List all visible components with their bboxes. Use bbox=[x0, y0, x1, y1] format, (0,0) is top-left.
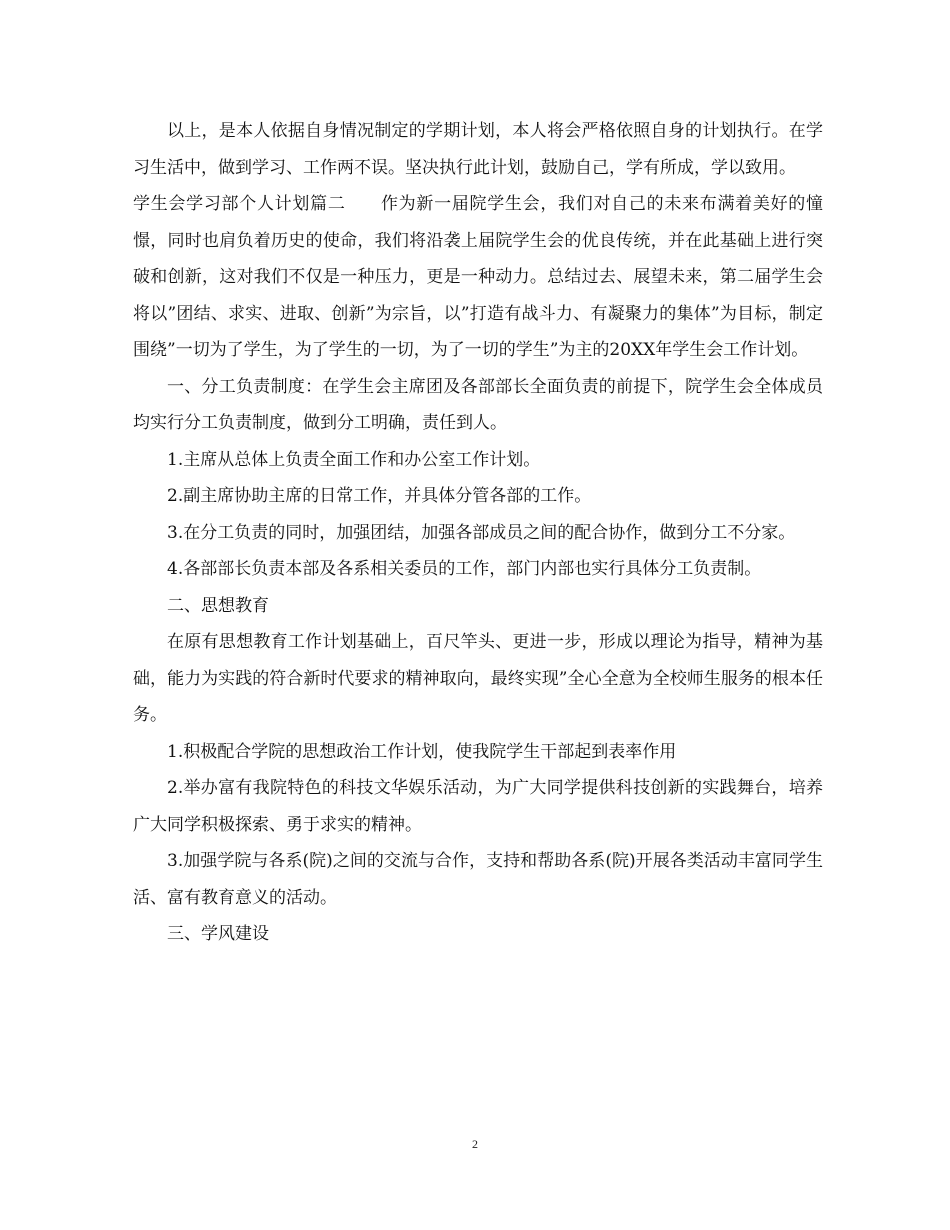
heading-study-style: 三、学风建设 bbox=[167, 924, 269, 944]
list-item-political-work: 1.积极配合学院的思想政治工作计划，使我院学生干部起到表率作用 bbox=[167, 741, 677, 762]
list-item-activities: 2.举办富有我院特色的科技文华娱乐活动，为广大同学提供科技创新的实践舞台，培养广大同学积极探索、勇于求实的精神。 bbox=[133, 778, 823, 835]
page-number: 2 bbox=[472, 1137, 478, 1151]
document-body bbox=[133, 113, 823, 953]
paragraph-division-responsibility: 一、分工负责制度：在学生会主席团及各部部长全面负责的前提下，院学生会全体成员均实行分工负责制度，做到分工明确，责任到人。 bbox=[133, 376, 823, 433]
paragraph-ideological-education: 在原有思想教育工作计划基础上，百尺竿头、更进一步，形成以理论为指导，精神为基础，能力为实践的符合新时代要求的精神取向，最终实现”全心全意为全校师生服务的根本任务。 bbox=[133, 632, 823, 725]
paragraph-section-title-intro: 学生会学习部个人计划篇二 作为新一届院学生会，我们对自己的未来布满着美好的憧憬，同时也肩负着历史的使命，我们将沿袭上届院学生会的优良传统，并在此基础上进行突破和创新，这对我们不仅是一种压力，更是一种动力。总结过去、展望未来，第二届学生会将以”团结、求实、进取、创新”为宗旨，以”打造有战斗力、有凝聚力的集体”为目标，制定围绕”一切为了学生，为了学生的一切，为了一切的学生”为主的20XX年学生会工作计划。 bbox=[133, 194, 823, 360]
list-item-exchange: 3.加强学院与各系(院)之间的交流与合作，支持和帮助各系(院)开展各类活动丰富同学生活、富有教育意义的活动。 bbox=[133, 851, 823, 908]
list-item-department-heads: 4.各部部长负责本部及各系相关委员的工作，部门内部也实行具体分工负责制。 bbox=[167, 559, 762, 579]
heading-ideological-education: 二、思想教育 bbox=[167, 595, 269, 616]
list-item-vice-chairman: 2.副主席协助主席的日常工作，并具体分管各部的工作。 bbox=[167, 486, 592, 506]
paragraph-conclusion: 以上，是本人依据自身情况制定的学期计划，本人将会严格依照自身的计划执行。在学习生活中，做到学习、工作两不误。坚决执行此计划，鼓励自己，学有所成，学以致用。 bbox=[133, 121, 823, 178]
list-item-chairman: 1.主席从总体上负责全面工作和办公室工作计划。 bbox=[167, 449, 541, 470]
list-item-cooperation: 3.在分工负责的同时，加强团结，加强各部成员之间的配合协作，做到分工不分家。 bbox=[167, 522, 796, 543]
